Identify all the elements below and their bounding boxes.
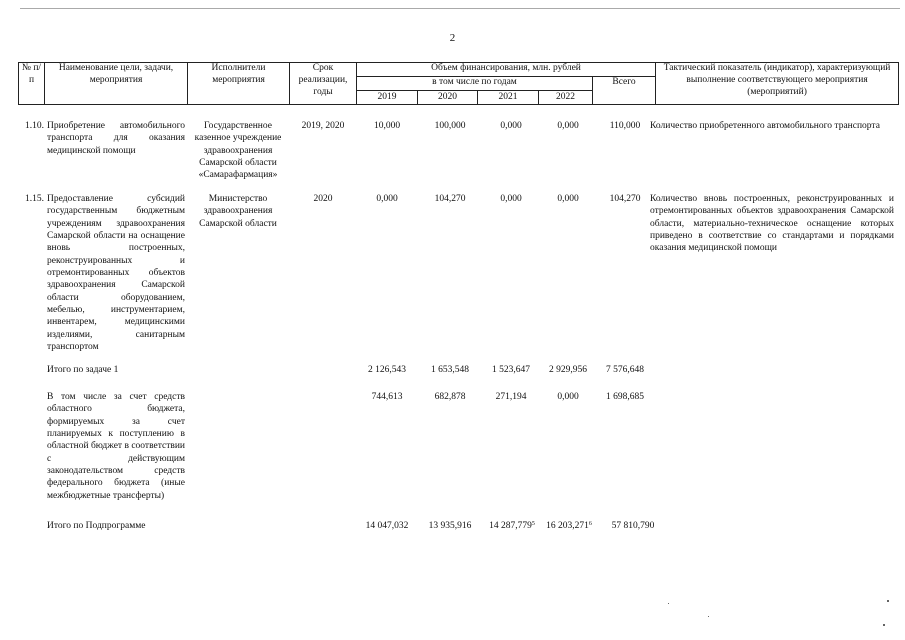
row-value-2021: 0,000 (500, 194, 522, 204)
total-value-2022: 0,000 (557, 392, 579, 402)
header-year-2021: 2021 (478, 91, 539, 105)
total-value-all: 1 698,685 (606, 392, 644, 402)
header-year-2019: 2019 (357, 91, 418, 105)
row-number: 1.15. (25, 194, 44, 204)
row-term: 2020 (313, 194, 333, 204)
row-executor: Государственное казенное учреждение здравоохранения Самарской области «Самарафармация» (194, 121, 282, 181)
total-value-2021: 271,194 (495, 392, 527, 402)
table-header (18, 62, 899, 105)
row-indicator: Количество вновь построенных, реконструированных и отремонтированных объектов здравоохранения Самарской области, материально-техническое оснащение которых приведено в соответствие со стандартами и порядками оказания медицинской помощи (650, 194, 894, 254)
row-executor: Министерство здравоохранения Самарской области (199, 194, 277, 229)
total-value-2022: 2 929,956 (549, 365, 587, 375)
row-value-2021: 0,000 (500, 121, 522, 131)
row-indicator: Количество приобретенного автомобильного транспорта (650, 121, 880, 131)
row-value-2019: 10,000 (373, 121, 401, 131)
total-value-2021: 14 287,779$^5$ (489, 521, 535, 531)
footnote-mark: 5 (531, 521, 535, 527)
total-value-2021: 1 523,647 (492, 365, 530, 375)
row-number: 1.10. (25, 121, 44, 131)
footnote-mark: 6 (588, 521, 592, 527)
header-year-2022: 2022 (539, 91, 593, 105)
header-total: Всего (593, 77, 656, 105)
total-value-2019: 744,613 (371, 392, 403, 402)
total-value-2020: 1 653,548 (431, 365, 469, 375)
total-label: Итого по Подпрограмме (47, 521, 146, 531)
header-exec: Исполнители мероприятия (188, 63, 290, 105)
header-year-2020: 2020 (418, 91, 478, 105)
row-value-2020: 104,270 (434, 194, 466, 204)
scan-speck (708, 616, 709, 617)
row-value-2022: 0,000 (557, 194, 579, 204)
total-value-2020: 682,878 (434, 392, 466, 402)
header-term: Срок реализации, годы (290, 63, 357, 105)
total-label: В том числе за счет средств областного бюджета, формируемых за счет планируемых к поступлению в областной бюджет в соответствии с действующим законодательством средств федерального бюджета (иные межбюджетные трансферты) (47, 392, 185, 501)
row-value-2020: 100,000 (434, 121, 466, 131)
scan-speck (668, 603, 669, 604)
row-name: Предоставление субсидий государственным бюджетным учреждениям здравоохранения Самарской области на оснащение вновь построенных, реконструированных и отремонтированных объектов здравоохранения Самарской области оборудованием, мебелью, инструментарием, инвентарем, медицинскими изделиями, санитарным транспортом (47, 194, 185, 353)
header-by-year: в том числе по годам (357, 77, 593, 91)
scan-speck (887, 600, 889, 602)
row-value-2019: 0,000 (376, 194, 398, 204)
scan-speck (883, 624, 885, 626)
total-label: Итого по задаче 1 (47, 365, 119, 375)
total-value-all: 7 576,648 (606, 365, 644, 375)
row-total: 110,000 (609, 121, 641, 131)
row-name: Приобретение автомобильного транспорта для оказания медицинской помощи (47, 121, 185, 156)
total-value-all: 57 810,790 (611, 521, 655, 531)
row-value-2022: 0,000 (557, 121, 579, 131)
header-name: Наименование цели, задачи, мероприятия (45, 63, 188, 105)
total-value-2019: 14 047,032 (365, 521, 409, 531)
total-value-2022: 16 203,271$^6$ (546, 521, 592, 531)
header-funding: Объем финансирования, млн. рублей (357, 63, 656, 77)
total-value-2020: 13 935,916 (428, 521, 472, 531)
header-indicator: Тактический показатель (индикатор), характеризующий выполнение соответствующего мероприятия (мероприятий) (656, 63, 899, 105)
row-term: 2019, 2020 (301, 121, 345, 131)
total-value-2019: 2 126,543 (368, 365, 406, 375)
header-num: № п/п (19, 63, 45, 105)
scan-top-edge (20, 8, 900, 9)
row-total: 104,270 (609, 194, 641, 204)
page-number: 2 (449, 32, 456, 44)
